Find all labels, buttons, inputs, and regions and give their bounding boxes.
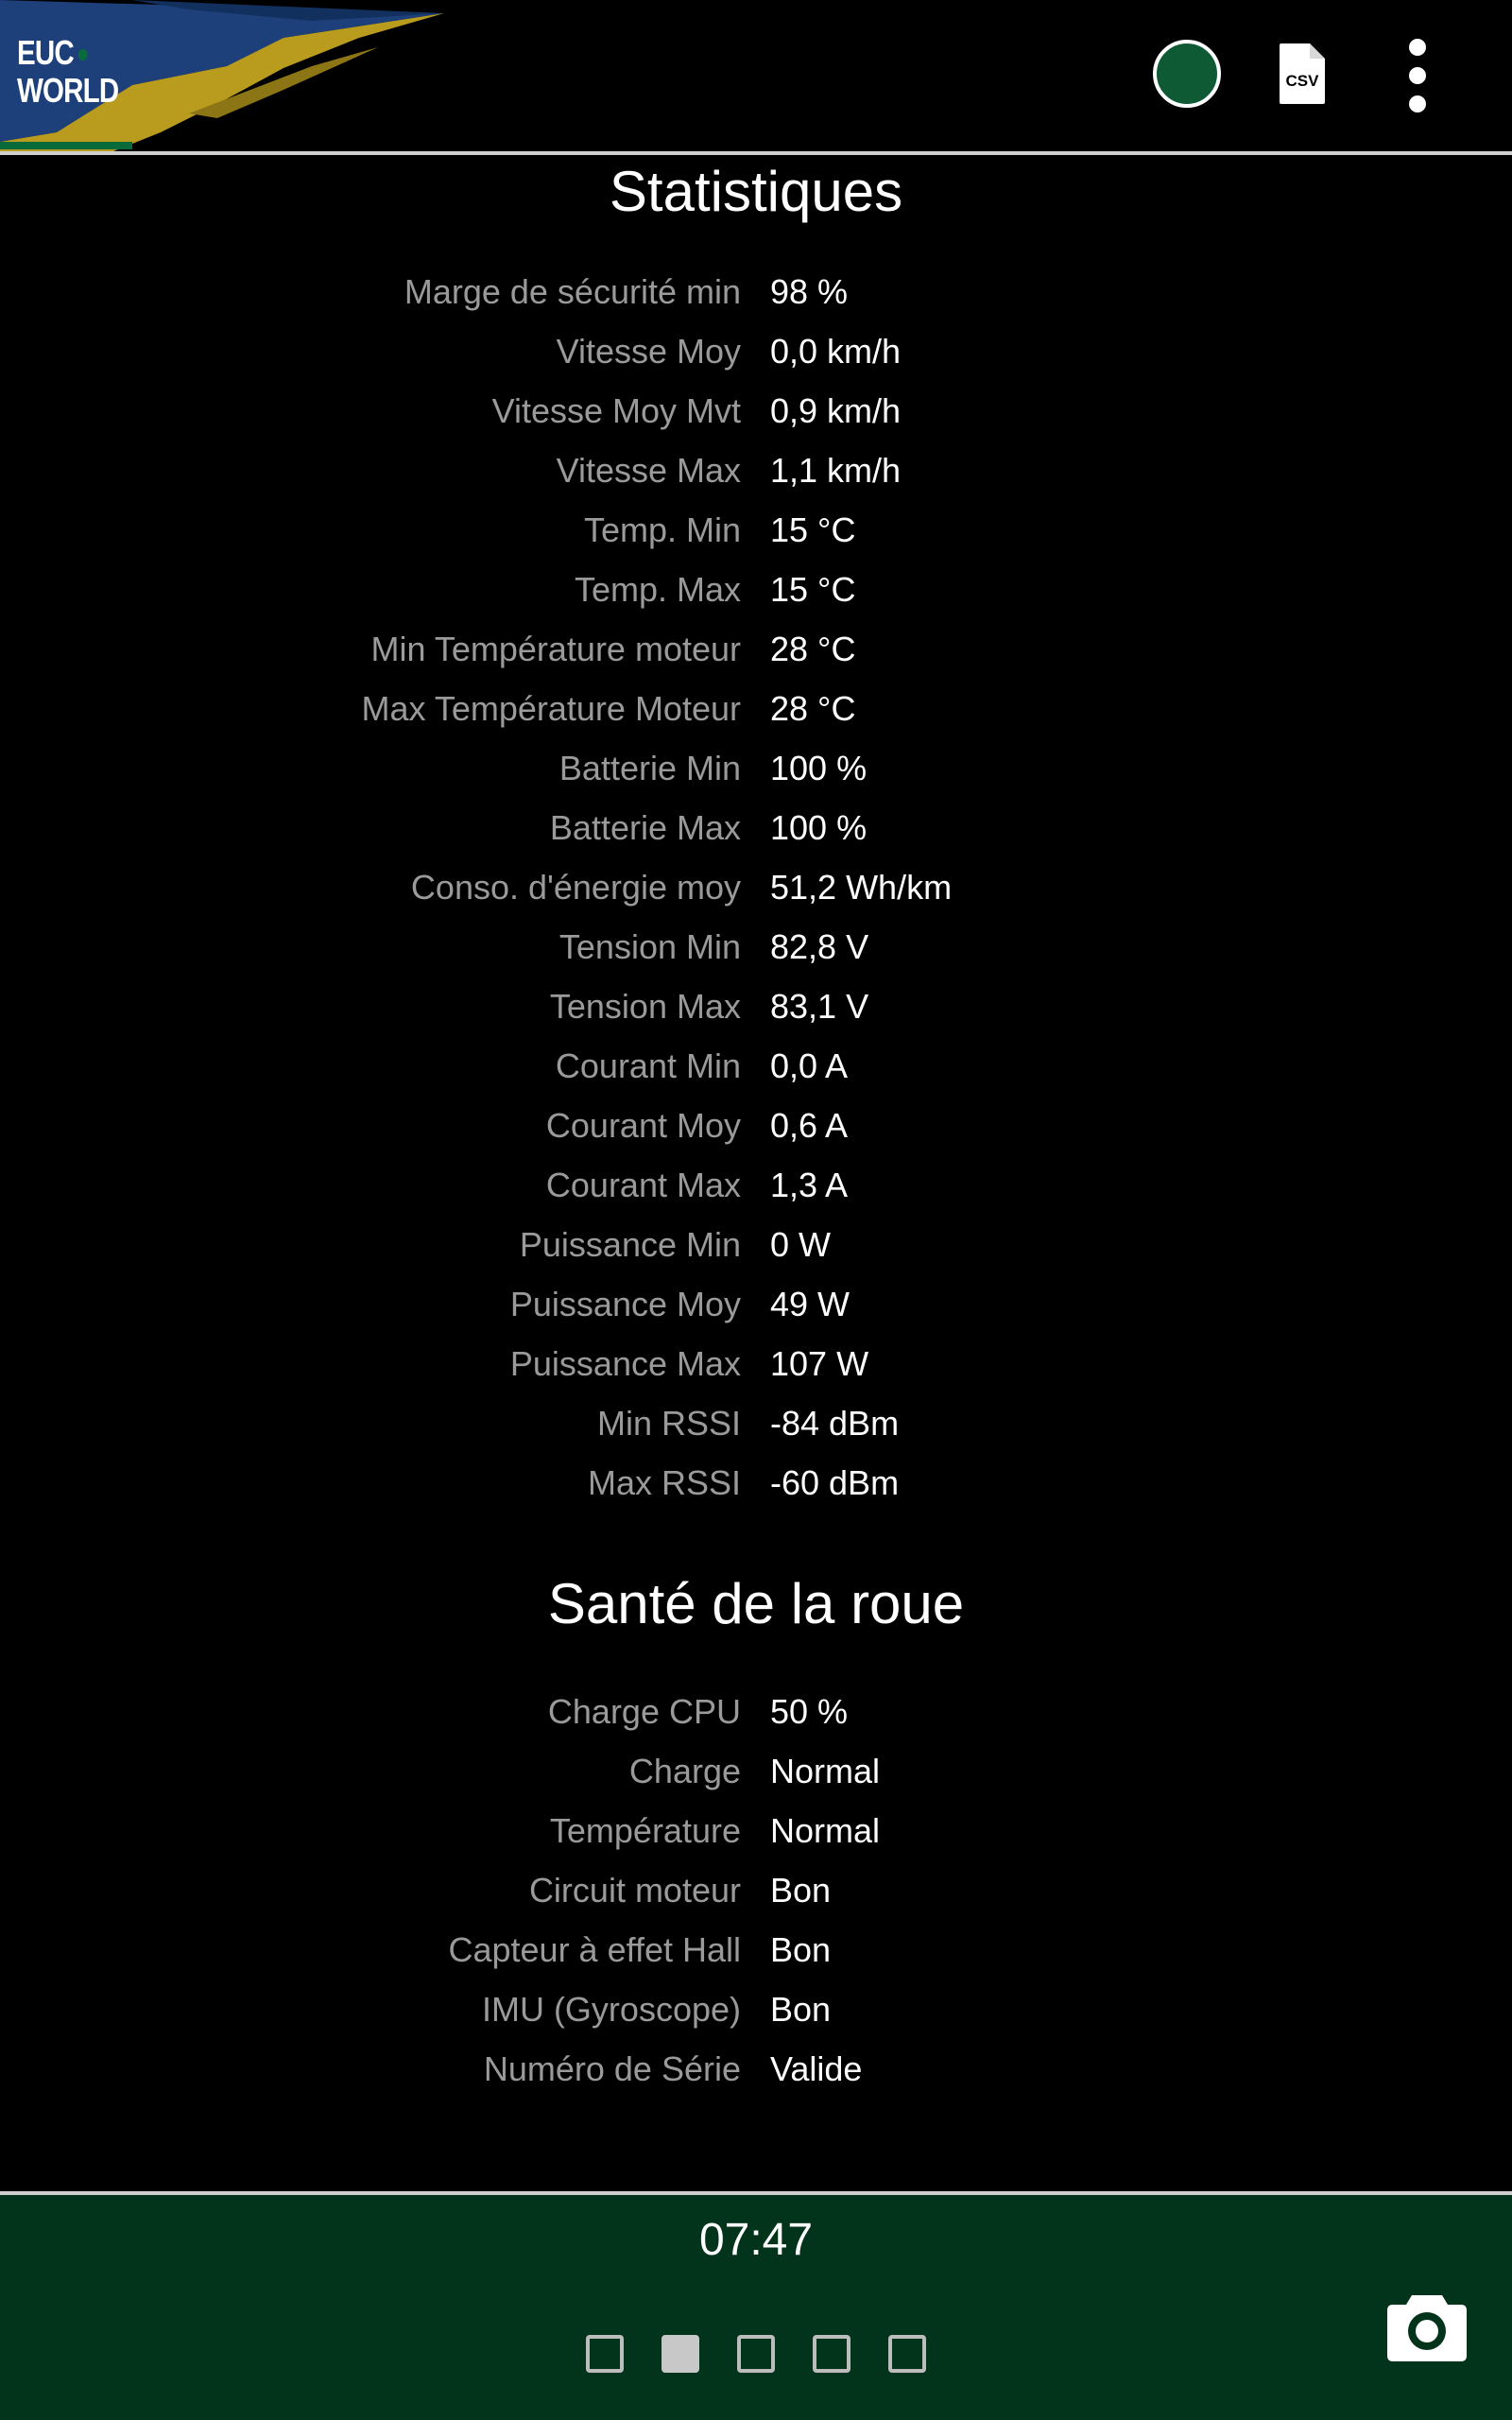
stat-row: [0, 272, 1512, 332]
page-indicator-2[interactable]: [662, 2335, 699, 2373]
stat-label: Puissance Max: [509, 1344, 741, 1383]
stat-label: Vitesse Moy: [556, 332, 741, 371]
stat-label: Numéro de Série: [483, 2049, 741, 2088]
statistics-title: Statistiques: [609, 160, 903, 223]
stat-label: Tension Min: [558, 927, 741, 966]
stat-label: Batterie Min: [558, 749, 741, 787]
camera-icon[interactable]: [1385, 2288, 1469, 2363]
stat-label: Puissance Moy: [509, 1285, 741, 1323]
stat-label: Vitesse Moy Mvt: [491, 391, 741, 430]
stat-value: 1,1 km/h: [770, 451, 902, 490]
stat-row: [0, 1990, 1512, 2049]
page-indicator-4[interactable]: [813, 2335, 850, 2373]
stat-value: Bon: [770, 1871, 832, 1910]
stat-value: -84 dBm: [770, 1404, 900, 1443]
stat-value: 15 °C: [770, 510, 856, 549]
stat-value: Valide: [770, 2049, 863, 2088]
stat-row: [0, 1285, 1512, 1344]
stat-label: Conso. d'énergie moy: [410, 868, 741, 907]
stat-value: Normal: [770, 1752, 881, 1790]
stat-label: Max RSSI: [587, 1463, 741, 1502]
stat-label: Tension Max: [549, 987, 741, 1026]
stat-row: [0, 689, 1512, 749]
stat-value: 83,1 V: [770, 987, 869, 1026]
stat-row: [0, 2049, 1512, 2109]
statistics-scroll-view[interactable]: [0, 155, 1512, 2192]
stat-label: Vitesse Max: [556, 451, 741, 490]
stat-value: 28 °C: [770, 630, 856, 668]
stat-label: Temp. Max: [574, 570, 741, 609]
stat-row: [0, 1404, 1512, 1463]
stat-label: Capteur à effet Hall: [448, 1930, 741, 1969]
health-title: Santé de la roue: [547, 1572, 965, 1635]
stat-row: [0, 749, 1512, 808]
stat-label: Charge CPU: [547, 1692, 741, 1731]
stat-value: 0,9 km/h: [770, 391, 902, 430]
csv-file-icon[interactable]: [1278, 42, 1327, 106]
stat-value: 0,0 A: [770, 1046, 849, 1085]
stat-value: 82,8 V: [770, 927, 869, 966]
clock: 07:47: [698, 2215, 814, 2265]
stat-row: [0, 451, 1512, 510]
stat-row: [0, 987, 1512, 1046]
stat-value: 100 %: [770, 749, 868, 787]
stat-row: [0, 1225, 1512, 1285]
stat-label: Charge: [628, 1752, 741, 1790]
stat-label: Batterie Max: [549, 808, 741, 847]
stat-row: [0, 1463, 1512, 1523]
stat-row: [0, 868, 1512, 927]
stat-value: 107 W: [770, 1344, 869, 1383]
app-bar: [0, 0, 1512, 151]
stat-label: Min Température moteur: [370, 630, 741, 668]
stat-row: [0, 927, 1512, 987]
stat-row: [0, 808, 1512, 868]
stat-value: Bon: [770, 1930, 832, 1969]
stat-value: 0,0 km/h: [770, 332, 902, 371]
stat-row: [0, 391, 1512, 451]
csv-label: CSV: [1285, 72, 1319, 90]
stat-value: 100 %: [770, 808, 868, 847]
stat-row: [0, 510, 1512, 570]
stat-label: Max Température Moteur: [361, 689, 741, 728]
stat-label: Temp. Min: [583, 510, 741, 549]
stat-row: [0, 1811, 1512, 1871]
stat-row: [0, 1046, 1512, 1106]
app-logo: [17, 34, 118, 110]
stat-label: Courant Max: [545, 1166, 741, 1204]
stat-label: IMU (Gyroscope): [481, 1990, 741, 2029]
stat-row: [0, 1692, 1512, 1752]
stat-row: [0, 1752, 1512, 1811]
stat-value: -60 dBm: [770, 1463, 900, 1502]
stat-row: [0, 570, 1512, 630]
stat-label: Courant Moy: [545, 1106, 741, 1145]
stat-label: Puissance Min: [519, 1225, 741, 1264]
stat-row: [0, 1106, 1512, 1166]
connection-status-icon[interactable]: [1153, 40, 1221, 108]
stat-value: 51,2 Wh/km: [770, 868, 953, 907]
page-indicator-3[interactable]: [737, 2335, 775, 2373]
stat-label: Circuit moteur: [528, 1871, 741, 1910]
logo-line-1: EUC: [17, 33, 74, 72]
page-indicator-1[interactable]: [586, 2335, 624, 2373]
stat-value: 15 °C: [770, 570, 856, 609]
stat-row: [0, 1344, 1512, 1404]
logo-line-2: WORLD: [17, 71, 119, 110]
stat-label: Température: [549, 1811, 741, 1850]
stat-value: Bon: [770, 1990, 832, 2029]
page-indicator-5[interactable]: [888, 2335, 926, 2373]
stat-value: Normal: [770, 1811, 881, 1850]
stat-value: 49 W: [770, 1285, 850, 1323]
stat-value: 98 %: [770, 272, 849, 311]
stat-label: Min RSSI: [596, 1404, 741, 1443]
stat-row: [0, 332, 1512, 391]
stat-value: 1,3 A: [770, 1166, 849, 1204]
stat-label: Courant Min: [555, 1046, 741, 1085]
stat-row: [0, 630, 1512, 689]
stat-value: 0,6 A: [770, 1106, 849, 1145]
stat-row: [0, 1930, 1512, 1990]
logo-dot-icon: [78, 49, 88, 60]
stat-value: 50 %: [770, 1692, 849, 1731]
stat-label: Marge de sécurité min: [404, 272, 741, 311]
stat-value: 0 W: [770, 1225, 832, 1264]
stat-value: 28 °C: [770, 689, 856, 728]
stat-row: [0, 1871, 1512, 1930]
stat-row: [0, 1166, 1512, 1225]
more-vert-icon[interactable]: [1389, 38, 1446, 113]
